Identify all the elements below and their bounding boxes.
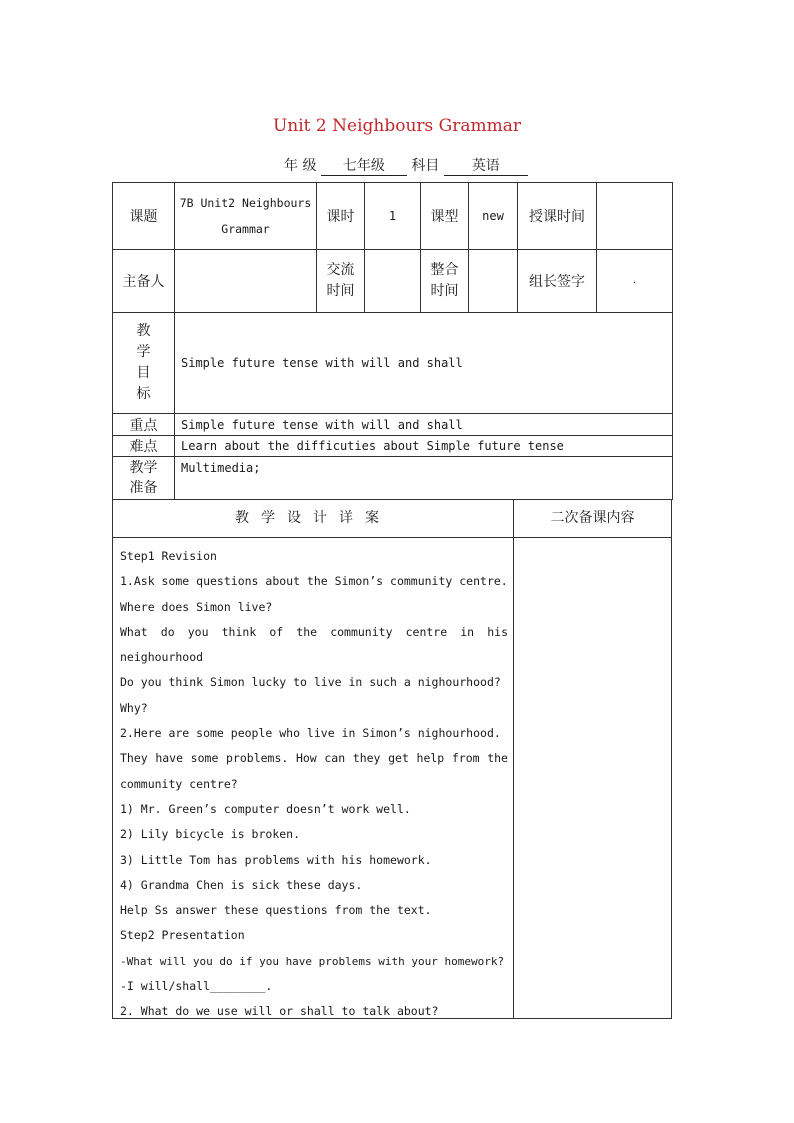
subject-value: 英语 xyxy=(444,155,528,176)
leader-sign-label: 组长签字 xyxy=(518,250,597,313)
leader-sign-value: . xyxy=(597,250,673,313)
design-line: community centre? xyxy=(120,776,238,791)
grade-subject-line xyxy=(284,155,528,176)
design-line: -What will you do if you have problems with your homework? xyxy=(120,954,505,968)
objectives-label-char: 教 xyxy=(136,323,151,339)
column-divider xyxy=(513,500,514,1018)
design-line: Help Ss answer these questions from the text. xyxy=(120,903,432,918)
topic-value-line2: Grammar xyxy=(221,222,270,236)
design-line: -I will/shall________. xyxy=(120,979,273,994)
design-header-main: 教学设计详案 xyxy=(235,510,391,526)
grade-value: 七年级 xyxy=(321,155,407,176)
period-value: 1 xyxy=(365,183,421,250)
objectives-label xyxy=(113,313,175,414)
preparation-label-line2: 准备 xyxy=(129,480,158,496)
topic-value xyxy=(175,183,317,250)
key-points-label: 重点 xyxy=(113,414,175,436)
difficulties-label: 难点 xyxy=(113,436,175,457)
design-line: 3) Little Tom has problems with his homework. xyxy=(120,852,432,867)
integrate-label-line2: 时间 xyxy=(430,283,459,299)
design-line: What do you think of the community centre in his xyxy=(120,624,508,639)
key-points-value: Simple future tense with will and shall xyxy=(175,414,673,436)
design-line: 2. What do we use will or shall to talk about? xyxy=(120,1004,439,1019)
exchange-time-value xyxy=(365,250,421,313)
objectives-label-char: 标 xyxy=(136,386,151,402)
subject-label: 科目 xyxy=(411,158,440,174)
integrate-time-value xyxy=(469,250,518,313)
design-line: Why? xyxy=(120,700,148,715)
design-line: Step1 Revision xyxy=(120,549,217,563)
objectives-value: Simple future tense with will and shall xyxy=(175,313,673,414)
design-line: 1.Ask some questions about the Simon’s community centre. xyxy=(120,574,508,589)
objectives-label-char: 学 xyxy=(136,344,151,360)
teach-time-label: 授课时间 xyxy=(518,183,597,250)
exchange-time-label xyxy=(317,250,365,313)
integrate-label-line1: 整合 xyxy=(430,262,459,278)
period-label: 课时 xyxy=(317,183,365,250)
topic-value-line1: 7B Unit2 Neighbours xyxy=(179,196,312,210)
type-value: new xyxy=(469,183,518,250)
design-line: 2.Here are some people who live in Simon’s nighourhood. xyxy=(120,726,501,741)
design-line: Step2 Presentation xyxy=(120,928,245,943)
objectives-label-char: 目 xyxy=(136,365,151,381)
design-body xyxy=(120,544,508,1025)
lesson-design-section xyxy=(112,499,672,1019)
design-header-side: 二次备课内容 xyxy=(550,510,635,526)
integrate-time-label xyxy=(421,250,469,313)
design-line: They have some problems. How can they get help from the xyxy=(120,751,508,766)
exchange-label-line1: 交流 xyxy=(326,262,355,278)
design-line: 1) Mr. Green’s computer doesn’t work well. xyxy=(120,801,411,816)
design-line: 4) Grandma Chen is sick these days. xyxy=(120,877,363,892)
design-line: 2) Lily bicycle is broken. xyxy=(120,827,301,842)
preparer-value xyxy=(175,250,317,313)
teach-time-value xyxy=(597,183,673,250)
design-line: neighourhood xyxy=(120,650,204,665)
difficulties-value: Learn about the difficuties about Simple future tense xyxy=(175,436,673,457)
grade-label: 年 级 xyxy=(284,158,317,174)
topic-label: 课题 xyxy=(113,183,175,250)
lesson-info-table xyxy=(112,182,673,500)
document-title: Unit 2 Neighbours Grammar xyxy=(272,116,522,136)
type-label: 课型 xyxy=(421,183,469,250)
design-line: Where does Simon live? xyxy=(120,599,273,614)
design-line: Do you think Simon lucky to live in such a nighourhood? xyxy=(120,675,501,690)
preparation-label-line1: 教学 xyxy=(129,460,158,476)
preparation-label xyxy=(113,457,175,500)
design-header-row xyxy=(113,500,671,538)
preparation-value: Multimedia; xyxy=(175,457,673,500)
preparer-label: 主备人 xyxy=(113,250,175,313)
exchange-label-line2: 时间 xyxy=(326,283,355,299)
